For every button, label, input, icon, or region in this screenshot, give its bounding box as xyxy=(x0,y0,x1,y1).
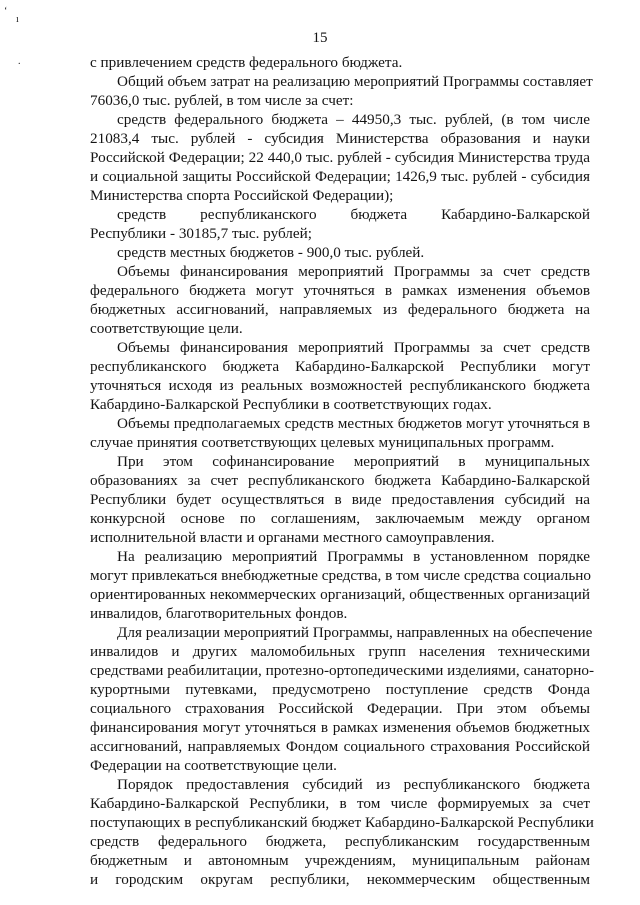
text-line: ориентированных некоммерческих организаций, общественных организаций xyxy=(90,586,590,603)
text-line: уточняться исходя из реальных возможностей республиканского бюджета xyxy=(90,377,590,394)
text-line: средств федерального бюджета, республиканским государственным xyxy=(90,833,590,850)
text-line: бюджетных ассигнований, направляемых из федерального бюджета на xyxy=(90,301,590,318)
text-line: соответствующие цели. xyxy=(90,320,243,337)
text-line: курортными путевками, предусмотрено поступление средств Фонда xyxy=(90,681,590,698)
text-line: инвалидов и других маломобильных групп населения техническими xyxy=(90,643,590,660)
text-line: бюджетным и автономным учреждениям, муниципальным районам xyxy=(90,852,590,869)
text-line: социального страхования Российской Федерации. При этом объемы xyxy=(90,700,590,717)
text-line: Объемы предполагаемых средств местных бюджетов могут уточняться в xyxy=(117,415,590,432)
document-body xyxy=(90,53,595,889)
text-line: Российской Федерации; 22 440,0 тыс. рублей - субсидия Министерства труда xyxy=(90,149,590,166)
text-line: средств местных бюджетов - 900,0 тыс. рублей. xyxy=(117,244,425,261)
text-line: 76036,0 тыс. рублей, в том числе за счет: xyxy=(90,92,354,109)
text-line: средствами реабилитации, протезно-ортопедическими изделиями, санаторно- xyxy=(90,662,595,679)
text-line: и городским округам республики, некоммерческим общественным xyxy=(90,871,590,888)
text-line: случае принятия соответствующих целевых муниципальных программ. xyxy=(90,434,555,451)
text-line: Республики будет осуществляться в виде предоставления субсидий на xyxy=(90,491,590,508)
text-line: Федерации на соответствующие цели. xyxy=(90,757,337,774)
text-line: Республики - 30185,7 тыс. рублей; xyxy=(90,225,312,242)
text-line: Общий объем затрат на реализацию мероприятий Программы составляет xyxy=(117,73,593,90)
text-line: средств федерального бюджета – 44950,3 тыс. рублей, (в том числе xyxy=(117,111,590,128)
text-line: поступающих в республиканский бюджет Кабардино-Балкарской Республики xyxy=(90,814,594,831)
text-line: федерального бюджета могут уточняться в рамках изменения объемов xyxy=(90,282,590,299)
text-line: Объемы финансирования мероприятий Программы за счет средств xyxy=(117,263,590,280)
text-line: Для реализации мероприятий Программы, направленных на обеспечение xyxy=(117,624,593,641)
text-line: с привлечением средств федерального бюджета. xyxy=(90,54,403,71)
text-line: На реализацию мероприятий Программы в установленном порядке xyxy=(117,548,590,565)
text-line: При этом софинансирование мероприятий в муниципальных xyxy=(117,453,590,470)
text-line: Объемы финансирования мероприятий Программы за счет средств xyxy=(117,339,590,356)
page-number: 15 xyxy=(312,30,328,46)
text-line: Министерства спорта Российской Федерации); xyxy=(90,187,394,204)
text-line: Кабардино-Балкарской Республики, в том числе формируемых за счет xyxy=(90,795,590,812)
text-line: инвалидов, благотворительных фондов. xyxy=(90,605,348,622)
text-line: финансирования могут уточняться в рамках изменения объемов бюджетных xyxy=(90,719,590,736)
text-line: конкурсной основе по соглашениям, заключаемым между органом xyxy=(90,510,590,527)
margin-mark: . xyxy=(18,56,21,67)
text-line: 21083,4 тыс. рублей - субсидия Министерства образования и науки xyxy=(90,130,590,147)
text-line: республиканского бюджета Кабардино-Балкарской Республики могут xyxy=(90,358,590,375)
text-line: образованиях за счет республиканского бюджета Кабардино-Балкарской xyxy=(90,472,590,489)
margin-mark: ı xyxy=(16,14,19,25)
text-line: исполнительной власти и органами местного самоуправления. xyxy=(90,529,495,546)
text-line: могут привлекаться внебюджетные средства, в том числе средства социально xyxy=(90,567,591,584)
text-line: средств республиканского бюджета Кабардино-Балкарской xyxy=(117,206,590,223)
text-line: и социальной защиты Российской Федерации; 1426,9 тыс. рублей - субсидия xyxy=(90,168,590,185)
text-line: Кабардино-Балкарской Республики в соответствующих годах. xyxy=(90,396,492,413)
text-line: ассигнований, направляемых Фондом социального страхования Российской xyxy=(90,738,590,755)
text-line: Порядок предоставления субсидий из республиканского бюджета xyxy=(117,776,590,793)
margin-mark: ‘ xyxy=(4,6,8,17)
